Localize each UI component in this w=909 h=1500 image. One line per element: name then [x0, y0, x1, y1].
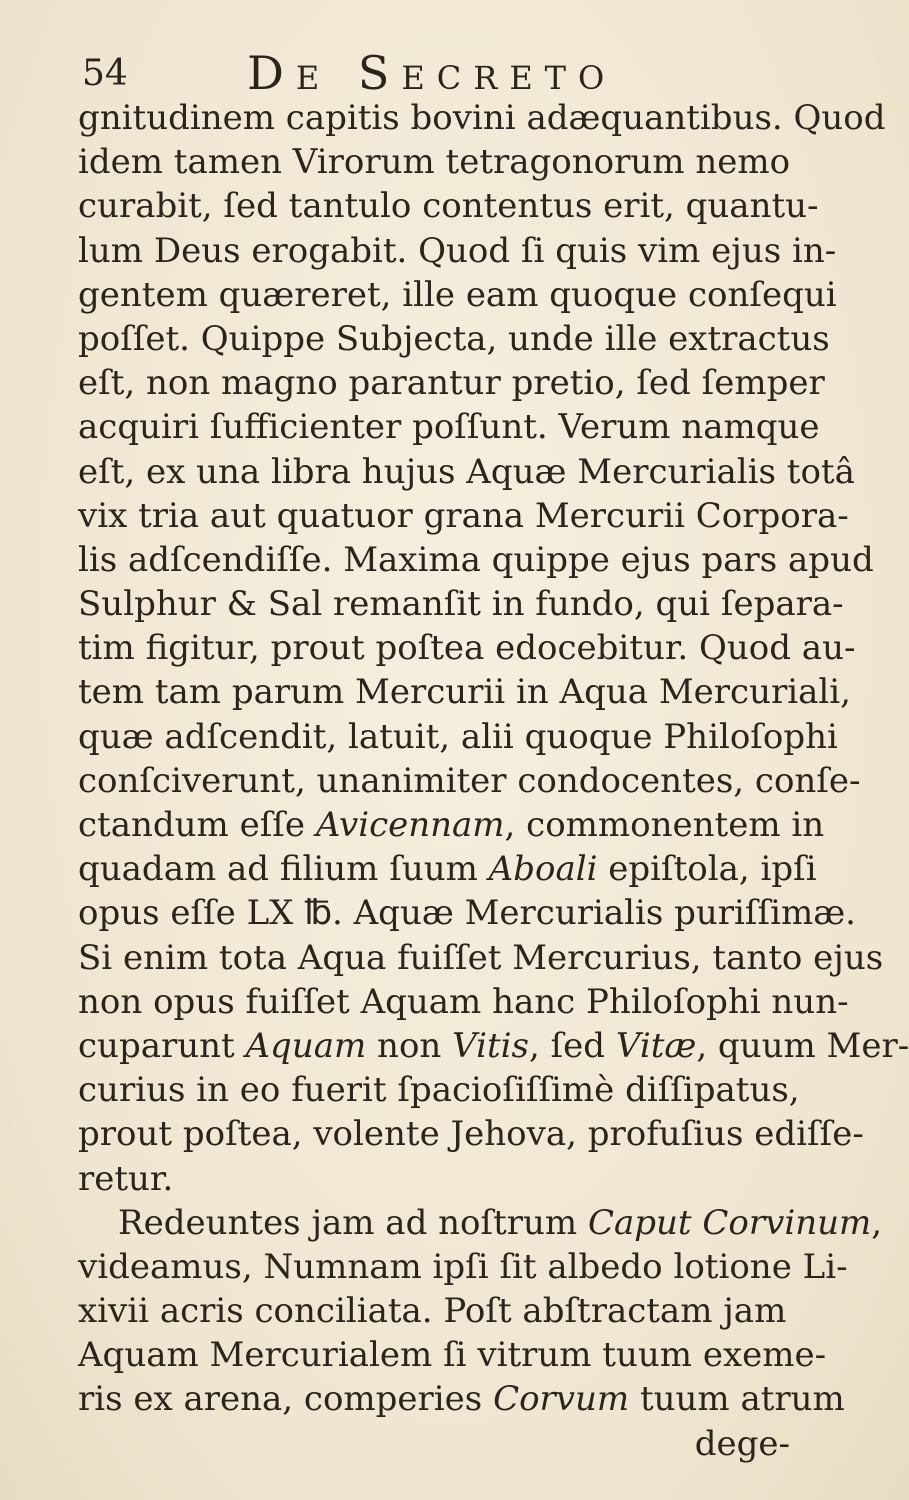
running-title: De Secreto: [247, 46, 617, 100]
text-line: idem tamen Virorum tetragonorum nemo: [78, 142, 791, 183]
italic-term-caput-corvinum: Caput Corvinum: [587, 1202, 872, 1243]
text-line: eſt, non magno parantur pretio, ſed ſemper: [78, 363, 825, 404]
text-line: ctandum eſſe Avicennam, commonentem in: [78, 805, 825, 845]
text-line: quæ adſcendit, latuit, alii quoque Philoſophi: [78, 716, 838, 757]
italic-term-vitis: Vitis: [452, 1025, 529, 1066]
body-text: [78, 96, 909, 1466]
running-head: [82, 48, 782, 98]
text-line: ris ex arena, comperies Corvum tuum atrum: [78, 1379, 845, 1420]
text-line: conſciverunt, unanimiter condocentes, conſe-: [78, 760, 861, 801]
text-line: xivii acris conciliata. Poſt abſtractam jam: [78, 1291, 787, 1332]
text-line: lum Deus erogabit. Quod ſi quis vim ejus in-: [78, 230, 837, 271]
text-line: curius in eo fuerit ſpacioſiſſimè diſſipatus,: [78, 1070, 800, 1111]
text-line: vix tria aut quatuor grana Mercurii Corpora-: [78, 495, 849, 536]
text-line: quadam ad filium ſuum Aboali epiſtola, ipſi: [78, 849, 817, 890]
text-line: poſſet. Quippe Subjecta, unde ille extractus: [78, 318, 830, 359]
text-line: Sulphur & Sal remanſit in fundo, qui ſepara-: [78, 584, 844, 625]
text-line: Si enim tota Aqua fuiſſet Mercurius, tanto ejus: [78, 937, 884, 978]
text-line: acquiri ſufficienter poſſunt. Verum namque: [78, 407, 820, 448]
text-line: tem tam parum Mercurii in Aqua Mercuriali,: [78, 672, 851, 713]
text-line: eſt, ex una libra hujus Aquæ Mercurialis totâ: [78, 451, 855, 492]
text-line: opus eſſe LX ℔. Aquæ Mercurialis puriſſimæ.: [78, 893, 856, 934]
text-line: gentem quæreret, ille eam quoque conſequi: [78, 274, 837, 315]
paragraph-start-line: Redeuntes jam ad noſtrum Caput Corvinum,: [118, 1202, 883, 1243]
text-line: Aquam Mercurialem ſi vitrum tuum exeme-: [78, 1335, 827, 1376]
italic-term-corvum: Corvum: [493, 1379, 630, 1420]
text-line: non opus fuiſſet Aquam hanc Philoſophi nun-: [78, 981, 849, 1022]
italic-name-avicenna: Avicennam: [315, 805, 505, 845]
text-line: lis adſcendiſſe. Maxima quippe ejus pars apud: [78, 539, 874, 580]
italic-term-vitae: Vitæ: [615, 1025, 697, 1066]
text-line: gnitudinem capitis bovini adæquantibus. Quod: [78, 98, 886, 138]
text-line: cuparunt Aquam non Vitis, ſed Vitæ, quum Mer-: [78, 1025, 909, 1066]
text-line: prout poſtea, volente Jehova, profuſius ediſſe-: [78, 1114, 864, 1155]
text-line: tim figitur, prout poſtea edocebitur. Quod au-: [78, 628, 856, 669]
page-number: 54: [82, 53, 128, 94]
catchword: dege-: [694, 1423, 790, 1464]
italic-name-aboali: Aboali: [488, 849, 598, 890]
text-line: retur.: [78, 1158, 174, 1199]
text-line: videamus, Numnam ipſi ſit albedo lotione Li-: [78, 1246, 848, 1287]
text-line: curabit, ſed tantulo contentus erit, quantu-: [78, 186, 819, 227]
italic-term-aquam: Aquam: [245, 1025, 367, 1066]
